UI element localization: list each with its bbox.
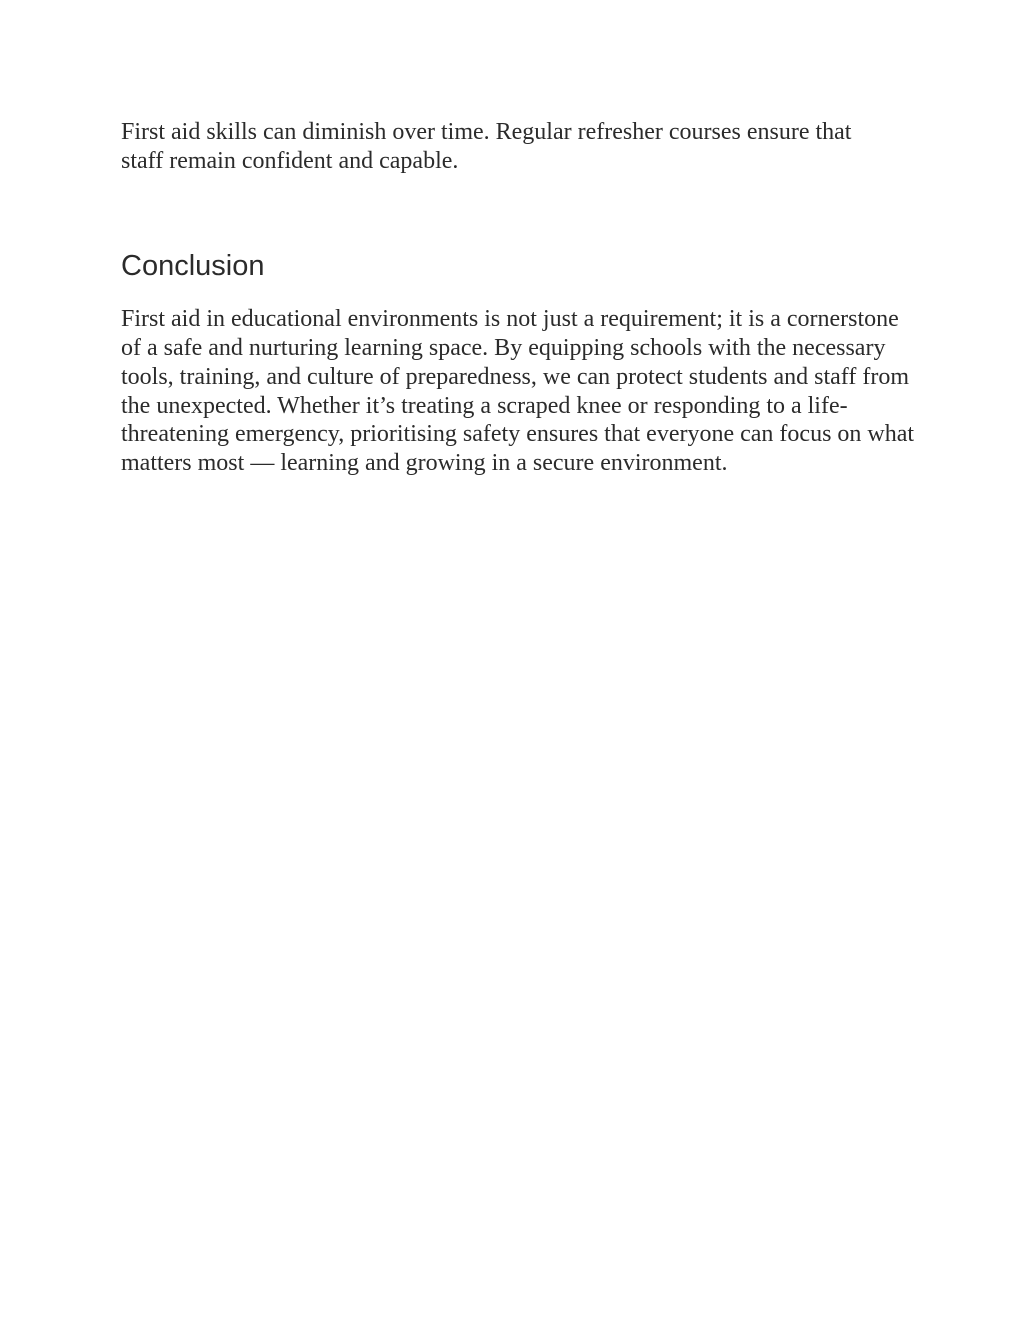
conclusion-paragraph: First aid in educational environments is not just a requirement; it is a cornerstone of a safe and nurturing learning space. By equipping schools with the necessary tools, training, and culture of preparedness, we can protect students and staff from the unexpected. Whether it’s treating a scraped knee or responding to a life-threatening emergency, prioritising safety ensures that everyone can focus on what matters most — learning and growing in a secure environment.: [121, 306, 915, 476]
section-heading: Conclusion: [121, 250, 265, 283]
intro-paragraph: First aid skills can diminish over time. Regular refresher courses ensure that staff remain confident and capable.: [121, 119, 852, 174]
document-page: [121, 118, 921, 478]
